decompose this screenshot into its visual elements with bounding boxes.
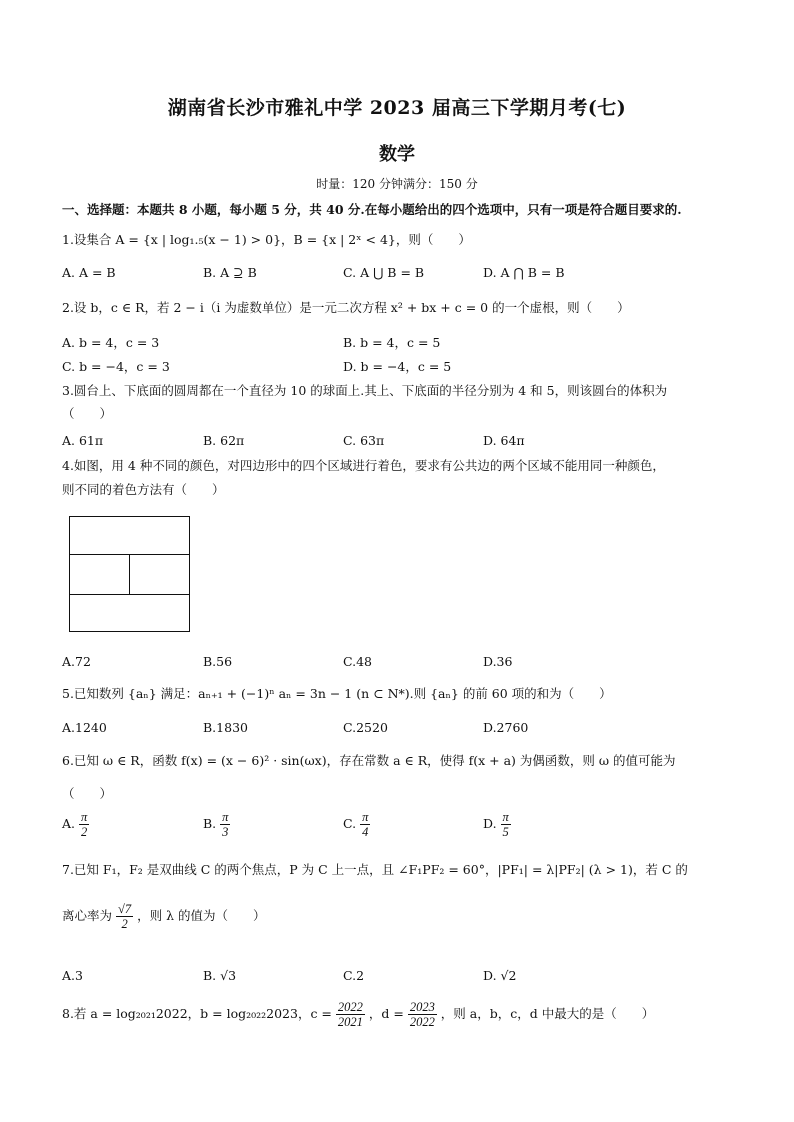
- question-2-option-a: A. b = 4，c = 3: [62, 335, 160, 350]
- question-3-stem-line2: （ ）: [62, 406, 113, 421]
- question-8-stem-head: 8.若 a = log₂₀₂₁2022，b = log₂₀₂₂2023，c =: [62, 1006, 332, 1021]
- question-1-stem: 1.设集合 A = {x | log₁.₅(x − 1) > 0}，B = {x | 2ˣ < 4}，则（ ）: [62, 232, 471, 247]
- question-6-option-c-fraction: $\frac{\pi}{4}$: [362, 810, 369, 839]
- question-1-option-c: C. A ⋃ B = B: [343, 265, 425, 280]
- question-7-eccentricity-fraction: $\frac{√7}{2}$: [118, 902, 132, 931]
- question-5-option-a: A.1240: [62, 720, 107, 735]
- question-4-stem-line2: 则不同的着色方法有（ ）: [62, 482, 225, 497]
- question-6-option-b-fraction: $\frac{\pi}{3}$: [222, 810, 229, 839]
- question-7-stem-line2: [62, 902, 740, 931]
- question-4-option-b: B.56: [203, 654, 233, 669]
- question-4-stem-line1: 4.如图，用 4 种不同的颜色，对四边形中的四个区域进行着色，要求有公共边的两个区域不能用同一种颜色，: [62, 458, 665, 473]
- question-3-option-b: B. 62π: [203, 433, 245, 448]
- question-1-option-a: A. A = B: [62, 265, 116, 280]
- question-7-eccentricity-label: 离心率为: [62, 908, 113, 923]
- question-7-stem-line1: 7.已知 F₁，F₂ 是双曲线 C 的两个焦点，P 为 C 上一点，且 ∠F₁PF₂ = 60°，|PF₁| = λ|PF₂| (λ > 1)，若 C 的: [62, 862, 688, 877]
- question-6-option-d: [483, 810, 511, 839]
- subject-heading: 数学: [379, 144, 415, 165]
- question-8-c-fraction: $\frac{2022}{2021}$: [337, 1000, 363, 1029]
- question-8-stem-tail: ，则 a，b，c，d 中最大的是（ ）: [440, 1006, 655, 1021]
- question-6-option-a-fraction: $\frac{\pi}{2}$: [81, 810, 88, 839]
- question-7-stem-tail: ，则 λ 的值为（ ）: [137, 908, 266, 923]
- question-1-option-b: B. A ⊇ B: [203, 265, 257, 280]
- question-6-option-c: [343, 810, 370, 839]
- question-3-option-c: C. 63π: [343, 433, 385, 448]
- question-3-stem-line1: 3.圆台上、下底面的圆周都在一个直径为 10 的球面上.其上、下底面的半径分别为 4 和 5，则该圆台的体积为: [62, 383, 668, 398]
- question-3-option-d: D. 64π: [483, 433, 525, 448]
- question-6-option-a: [62, 810, 89, 839]
- figure-divider-bottom: [70, 594, 189, 595]
- figure-divider-middle: [129, 554, 130, 594]
- question-6-option-c-label: C.: [343, 816, 357, 831]
- question-8-d-fraction: $\frac{2023}{2022}$: [409, 1000, 435, 1029]
- question-8-stem: [62, 1000, 740, 1029]
- question-4-option-d: D.36: [483, 654, 513, 669]
- question-7-option-d: D. √2: [483, 968, 517, 983]
- section-heading: 一、选择题：本题共 8 小题，每小题 5 分，共 40 分.在每小题给出的四个选项中，只有一项是符合题目要求的.: [62, 202, 682, 217]
- exam-time-score-info: 时量：120 分钟满分：150 分: [316, 177, 478, 191]
- exam-title: 湖南省长沙市雅礼中学 2023 届高三下学期月考(七): [167, 97, 627, 119]
- question-5-option-c: C.2520: [343, 720, 388, 735]
- question-5-stem: 5.已知数列 {aₙ} 满足：aₙ₊₁ + (−1)ⁿ aₙ = 3n − 1 (n ⊂ N*).则 {aₙ} 的前 60 项的和为（ ）: [62, 686, 612, 701]
- question-6-option-b: [203, 810, 230, 839]
- question-6-option-b-label: B.: [203, 816, 217, 831]
- question-3-option-a: A. 61π: [62, 433, 104, 448]
- question-8-stem-mid: ，d =: [368, 1006, 404, 1021]
- question-2-stem: 2.设 b，c ∈ R，若 2 − i（i 为虚数单位）是一元二次方程 x² + bx + c = 0 的一个虚根，则（ ）: [62, 300, 630, 315]
- question-5-option-b: B.1830: [203, 720, 248, 735]
- question-5-option-d: D.2760: [483, 720, 529, 735]
- question-4-option-a: A.72: [62, 654, 91, 669]
- question-6-stem-line2: （ ）: [62, 786, 113, 801]
- question-2-option-c: C. b = −4，c = 3: [62, 359, 170, 374]
- question-6-option-d-label: D.: [483, 816, 497, 831]
- question-4-region-figure: [69, 516, 190, 632]
- question-1-option-d: D. A ⋂ B = B: [483, 265, 565, 280]
- question-7-option-c: C.2: [343, 968, 365, 983]
- question-2-option-d: D. b = −4，c = 5: [343, 359, 452, 374]
- question-7-option-a: A.3: [62, 968, 83, 983]
- question-6-stem-line1: 6.已知 ω ∈ R，函数 f(x) = (x − 6)² · sin(ωx)，存在常数 a ∈ R，使得 f(x + a) 为偶函数，则 ω 的值可能为: [62, 753, 676, 768]
- question-6-option-a-label: A.: [62, 816, 76, 831]
- question-6-option-d-fraction: $\frac{\pi}{5}$: [502, 810, 509, 839]
- question-7-option-b: B. √3: [203, 968, 237, 983]
- question-2-option-b: B. b = 4，c = 5: [343, 335, 441, 350]
- question-4-option-c: C.48: [343, 654, 372, 669]
